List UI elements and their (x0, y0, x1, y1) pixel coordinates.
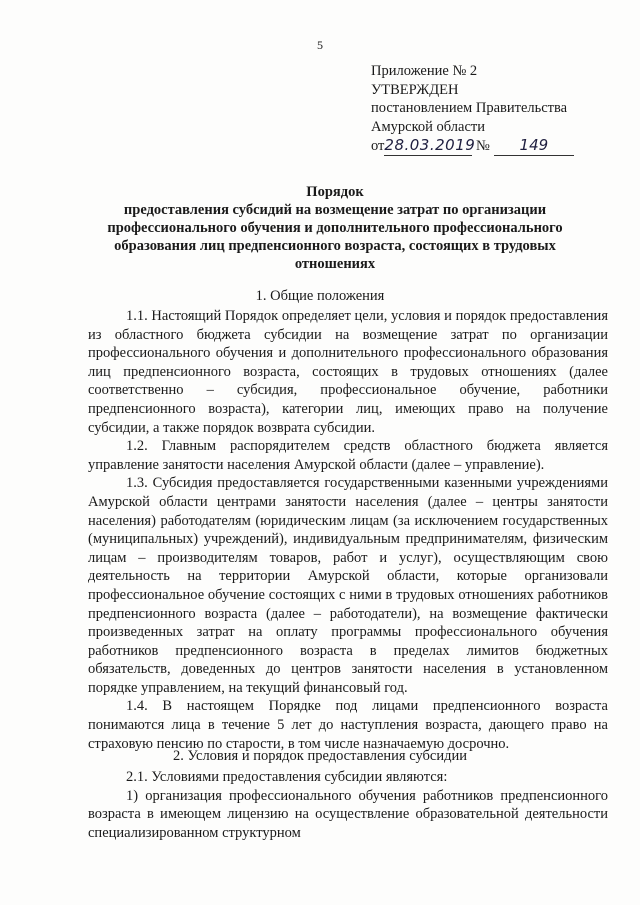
page-number: 5 (317, 38, 323, 52)
paragraph-1-2: 1.2. Главным распорядителем средств областного бюджета является управление занятости населения Амурской области (далее – управление). (88, 438, 608, 473)
paragraph-2-1: 2.1. Условиями предоставления субсидии являются: (126, 769, 448, 785)
number-prefix: № (476, 138, 490, 154)
title-subtitle: предоставления субсидий на возмещение затрат по организации профессионального обучения и дополнительного профессионального образования лиц предпенсионного возраста, состоящих в трудовых отношениях (107, 202, 563, 272)
approval-block (371, 62, 574, 156)
date-number-line (371, 136, 574, 156)
appendix-label: Приложение № 2 (371, 63, 478, 79)
resolution-label: постановлением Правительства (371, 100, 568, 116)
region-label: Амурской области (371, 118, 485, 135)
handwritten-number: 149 (494, 136, 574, 156)
paragraph-1-1: 1.1. Настоящий Порядок определяет цели, условия и порядок предоставления из областного бюджета субсидии на возмещение затрат по организации профессионального обучения и дополнительного профессионального образования лиц предпенсионного возраста, состоящих в трудовых отношениях (далее соответственно – субсидия, профессиональное обучение, работники предпенсионного возраста), категории лиц, имеющих право на получение субсидии, а также порядок возврата субсидии. (88, 308, 608, 436)
paragraph-2-1-item-1: 1) организация профессионального обучения работников предпенсионного возраста в имеющем лицензию на осуществление образовательной деятельности специализированном структурном (88, 787, 608, 841)
date-prefix: от (371, 138, 385, 154)
handwritten-date: 28.03.2019 (384, 136, 476, 154)
paragraph-1-4: 1.4. В настоящем Порядке под лицами предпенсионного возраста понимаются лица в течение 5 лет до наступления возраста, дающего право на страховую пенсию по старости, в том числе назначаемую досрочно. (88, 698, 608, 752)
approved-label: УТВЕРЖДЕН (371, 81, 459, 98)
title-heading: Порядок (306, 184, 364, 200)
section-2-heading: 2. Условия и порядок предоставления субсидии (172, 748, 467, 764)
document-title (100, 183, 570, 273)
paragraph-1-3: 1.3. Субсидия предоставляется государственными казенными учреждениями Амурской области центрами занятости населения (далее – центры занятости населения) работодателям (юридическим лицам (за исключением государственных (муниципальных) учреждений), индивидуальным предпринимателям, физическим лицам – производителям товаров, работ и услуг), осуществляющим свою деятельность на территории Амурской области, которые организовали профессиональное обучение состоящих с ними в трудовых отношениях работников предпенсионного возраста (далее – работодатели), на возмещение фактически произведенных затрат на оплату программы профессионального обучения работников предпенсионного возраста в пределах лимитов бюджетных обязательств, доведенных до центров занятости населения в установленном порядке управлением, на текущий финансовый год. (88, 475, 608, 696)
section-2-body (88, 768, 608, 842)
section-1-heading: 1. Общие положения (255, 288, 385, 304)
section-1-body (88, 307, 608, 753)
